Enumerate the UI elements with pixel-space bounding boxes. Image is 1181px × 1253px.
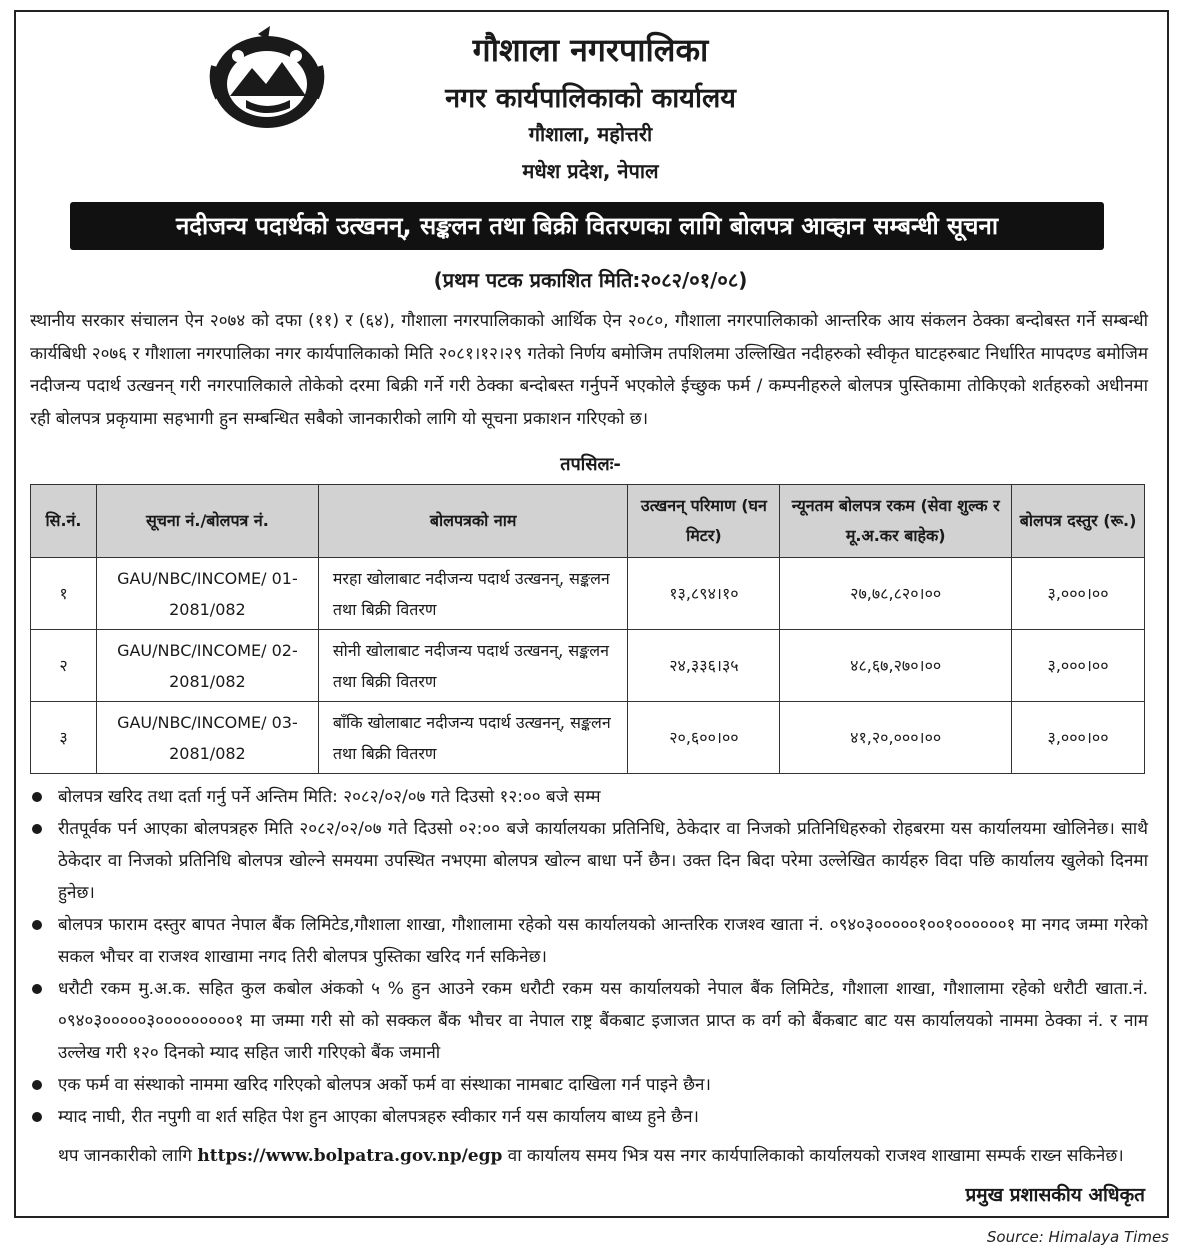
cell-min-amount: ४१,२०,०००।००	[780, 702, 1012, 774]
list-item	[30, 973, 1148, 1069]
cell-bid-name: मरहा खोलाबाट नदीजन्य पदार्थ उत्खनन्, सङ्कलन तथा बिक्री वितरण	[318, 558, 628, 630]
cell-min-amount: ४८,६७,२७०।००	[780, 630, 1012, 702]
egp-link[interactable]: https://www.bolpatra.gov.np/egp	[197, 1146, 503, 1166]
bullet-icon	[32, 920, 42, 930]
bullet-icon	[32, 984, 42, 994]
col-header-sn: सि.नं.	[31, 485, 97, 558]
col-header-min-amount: न्यूनतम बोलपत्र रकम (सेवा शुल्क र मू.अ.कर बाहेक)	[780, 485, 1012, 558]
cell-min-amount: २७,७८,८२०।००	[780, 558, 1012, 630]
table-row	[31, 630, 1145, 702]
cell-notice-no: GAU/NBC/INCOME/ 02-2081/082	[96, 630, 318, 702]
cell-sn: १	[31, 558, 97, 630]
table-header-row	[31, 485, 1145, 558]
cell-volume: २०,६००।००	[628, 702, 780, 774]
bullet-icon	[32, 824, 42, 834]
cell-notice-no: GAU/NBC/INCOME/ 01-2081/082	[96, 558, 318, 630]
list-item	[30, 781, 1148, 813]
col-header-volume: उत्खनन् परिमाण (घन मिटर)	[628, 485, 780, 558]
conditions-list	[30, 781, 1148, 1133]
cell-fee: ३,०००।००	[1012, 630, 1145, 702]
table-row	[31, 702, 1145, 774]
contact-prefix: थप जानकारीको लागि	[58, 1146, 192, 1166]
cell-fee: ३,०००।००	[1012, 702, 1145, 774]
col-header-bid-name: बोलपत्रको नाम	[318, 485, 628, 558]
list-item	[30, 909, 1148, 973]
list-item-text: धरौटी रकम मु.अ.क. सहित कुल कबोल अंकको ५ % हुन आउने रकम धरौटी रकम यस कार्यालयको नेपाल बैंक लिमिटेड, गौशाला शाखा, गौशालामा रहेको धरौटी खाता.नं. ०९४०३०००००३०००००००००१ मा जम्मा गरी सो को सक्कल बैंक भौचर वा नेपाल राष्ट्र बैंकबाट इजाजत प्राप्त क वर्ग को बैंकबाट बाट यस कार्यालयको नाममा ठेक्का नं. र नाम उल्लेख गरी १२० दिनको म्याद सहित जारी गरिएको बैंक जमानी	[58, 979, 1148, 1063]
list-item-text: रीतपूर्वक पर्न आएका बोलपत्रहरु मिति २०८२/०२/०७ गते दिउसो ०२:०० बजे कार्यालयका प्रतिनिधि, ठेकेदार वा निजको प्रतिनिधिहरुको रोहबरमा यस कार्यालयमा खोलिनेछ। साथै ठेकेदार वा निजको प्रतिनिधि बोलपत्र खोल्ने समयमा उपस्थित नभएमा बोलपत्र खोल्न बाधा पर्ने छैन। उक्त दिन बिदा परेमा उल्लेखित कार्यहरु विदा पछि कार्यालय खुलेको दिनमा हुनेछ।	[58, 819, 1148, 903]
cell-sn: ३	[31, 702, 97, 774]
contact-paragraph	[58, 1140, 1148, 1172]
col-header-fee: बोलपत्र दस्तुर (रू.)	[1012, 485, 1145, 558]
list-item	[30, 1069, 1148, 1101]
cell-bid-name: सोनी खोलाबाट नदीजन्य पदार्थ उत्खनन्, सङ्कलन तथा बिक्री वितरण	[318, 630, 628, 702]
bid-table	[30, 484, 1145, 774]
office-province: मधेश प्रदेश, नेपाल	[522, 159, 659, 183]
bullet-icon	[32, 792, 42, 802]
schedule-label: तपसिलः-	[560, 454, 621, 475]
publish-date: (प्रथम पटक प्रकाशित मिति:२०८२/०१/०८)	[433, 268, 748, 292]
bullet-icon	[32, 1080, 42, 1090]
cell-bid-name: बाँकि खोलाबाट नदीजन्य पदार्थ उत्खनन्, सङ्कलन तथा बिक्री वितरण	[318, 702, 628, 774]
col-header-notice-no: सूचना नं./बोलपत्र नं.	[96, 485, 318, 558]
list-item-text: एक फर्म वा संस्थाको नाममा खरिद गरिएको बोलपत्र अर्को फर्म वा संस्थाका नामबाट दाखिला गर्न पाइने छैन।	[58, 1075, 711, 1095]
office-name: नगर कार्यपालिकाको कार्यालय	[445, 83, 736, 114]
cell-fee: ३,०००।००	[1012, 558, 1145, 630]
office-location: गौशाला, महोत्तरी	[528, 122, 653, 146]
cell-volume: १३,८९४।१०	[628, 558, 780, 630]
bullet-icon	[32, 1112, 42, 1122]
list-item-text: म्याद नाघी, रीत नपुगी वा शर्त सहित पेश हुन आएका बोलपत्रहरु स्वीकार गर्न यस कार्यालय बाध्य हुने छैन।	[58, 1107, 699, 1127]
list-item	[30, 1101, 1148, 1133]
table-row	[31, 558, 1145, 630]
cell-sn: २	[31, 630, 97, 702]
list-item-text: बोलपत्र फाराम दस्तुर बापत नेपाल बैंक लिमिटेड,गौशाला शाखा, गौशालामा रहेको यस कार्यालयको आन्तरिक राजश्व खाता नं. ०९४०३०००००१००१००००००१ मा नगद जम्मा गरेको सकल भौचर वा राजश्व शाखामा नगद तिरी बोलपत्र पुस्तिका खरिद गर्न सकिनेछ।	[58, 915, 1148, 967]
list-item-text: बोलपत्र खरिद तथा दर्ता गर्नु पर्ने अन्तिम मिति: २०८२/०२/०७ गते दिउसो १२:०० बजे सम्म	[58, 787, 601, 807]
signature-title: प्रमुख प्रशासकीय अधिकृत	[965, 1184, 1145, 1206]
contact-suffix: वा कार्यालय समय भित्र यस नगर कार्यपालिकाको कार्यालयको राजश्व शाखामा सम्पर्क राख्न सकिनेछ।	[507, 1146, 1124, 1166]
source-credit: Source: Himalaya Times	[986, 1228, 1169, 1246]
notice-title: नदीजन्य पदार्थको उत्खनन्, सङ्कलन तथा बिक्री वितरणका लागि बोलपत्र आव्हान सम्बन्धी सूचना	[70, 202, 1104, 250]
cell-notice-no: GAU/NBC/INCOME/ 03-2081/082	[96, 702, 318, 774]
intro-paragraph: स्थानीय सरकार संचालन ऐन २०७४ को दफा (११) र (६४), गौशाला नगरपालिकाको आर्थिक ऐन २०८०, गौशाला नगरपालिकाको आन्तरिक आय संकलन ठेक्का बन्दोबस्त गर्ने सम्बन्धी कार्यबिधी २०७६ र गौशाला नगरपालिका नगर कार्यपालिकाको मिति २०८१।१२।२९ गतेको निर्णय बमोजिम तपशिलमा उल्लिखित नदीहरुको स्वीकृत घाटहरुबाट निर्धारित मापदण्ड बमोजिम नदीजन्य पदार्थ उत्खनन् गरी नगरपालिकाले तोकेको दरमा बिक्री गर्ने गरी ठेक्का बन्दोबस्त गर्नुपर्ने भएकोले ईच्छुक फर्म / कम्पनीहरुले बोलपत्र पुस्तिकामा तोकिएको शर्तहरुको अधीनमा रही बोलपत्र प्रकृयामा सहभागी हुन सम्बन्धित सबैको जानकारीको लागि यो सूचना प्रकाशन गरिएको छ।	[30, 311, 1148, 429]
cell-volume: २४,३३६।३५	[628, 630, 780, 702]
org-name: गौशाला नगरपालिका	[472, 31, 709, 69]
list-item	[30, 813, 1148, 909]
